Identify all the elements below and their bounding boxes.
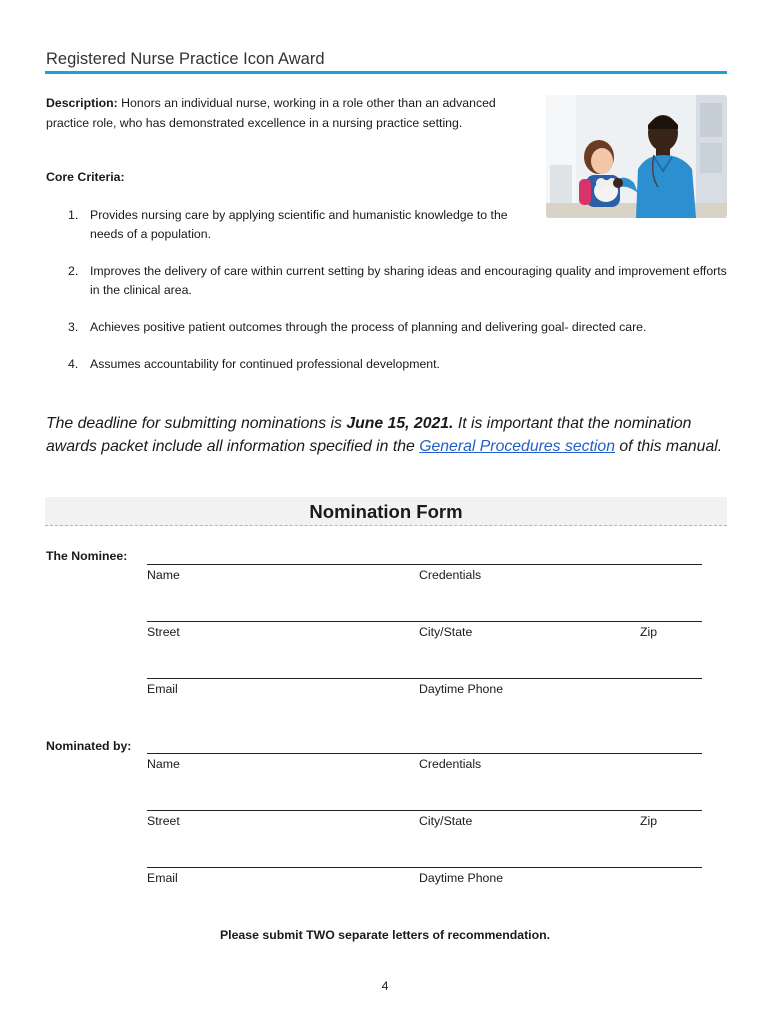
deadline-text-post: of this manual. xyxy=(615,437,723,455)
nominator-label: Nominated by: xyxy=(46,739,132,753)
recommendation-note: Please submit TWO separate letters of recommendation. xyxy=(219,928,551,942)
criteria-item xyxy=(46,355,736,374)
nominee-name-label: Name xyxy=(147,568,180,582)
description-label: Description: xyxy=(46,96,118,110)
nominator-phone-label: Daytime Phone xyxy=(419,871,504,885)
general-procedures-link[interactable]: General Procedures section xyxy=(419,437,615,455)
description-paragraph xyxy=(46,93,536,133)
nominator-address-line[interactable] xyxy=(147,810,702,811)
document-title: Registered Nurse Practice Icon Award xyxy=(46,50,325,68)
criteria-number: 1. xyxy=(68,208,79,222)
deadline-text-pre: The deadline for submitting nominations is xyxy=(46,415,347,432)
criteria-text: Achieves positive patient outcomes through the process of planning and delivering goal- directed care. xyxy=(90,320,647,334)
nominator-email-label: Email xyxy=(147,871,178,885)
criteria-item xyxy=(46,206,524,244)
criteria-item xyxy=(46,318,736,337)
core-criteria-label: Core Criteria: xyxy=(46,170,125,184)
nominator-name-label: Name xyxy=(147,757,180,771)
criteria-number: 4. xyxy=(68,357,79,371)
nominator-street-label: Street xyxy=(147,814,180,828)
nominee-street-label: Street xyxy=(147,625,180,639)
nominee-label: The Nominee: xyxy=(46,549,128,563)
page-number: 4 xyxy=(381,979,389,993)
nominee-contact-line[interactable] xyxy=(147,678,702,679)
criteria-text: Improves the delivery of care within current setting by sharing ideas and encouraging quality and improvement efforts in the clinical area. xyxy=(90,264,727,297)
nominee-zip-label: Zip xyxy=(640,625,658,639)
nominator-credentials-label: Credentials xyxy=(419,757,482,771)
deadline-paragraph xyxy=(46,413,736,458)
criteria-item xyxy=(46,262,736,300)
nominator-city-state-label: City/State xyxy=(419,814,473,828)
nurse-with-child-photo xyxy=(546,95,727,218)
description-text: Honors an individual nurse, working in a role other than an advanced practice role, who has demonstrated excellence in a nursing practice setting. xyxy=(46,96,496,130)
criteria-text: Provides nursing care by applying scientific and humanistic knowledge to the needs of a population. xyxy=(90,208,508,241)
nominator-zip-label: Zip xyxy=(640,814,658,828)
nominee-phone-label: Daytime Phone xyxy=(419,682,504,696)
nomination-form-heading: Nomination Form xyxy=(45,497,727,526)
criteria-number: 2. xyxy=(68,264,79,278)
nominee-city-state-label: City/State xyxy=(419,625,473,639)
title-underline xyxy=(45,71,727,74)
nominee-address-line[interactable] xyxy=(147,621,702,622)
nominee-name-line[interactable] xyxy=(147,564,702,565)
nominee-email-label: Email xyxy=(147,682,178,696)
nominee-credentials-label: Credentials xyxy=(419,568,482,582)
nominator-name-line[interactable] xyxy=(147,753,702,754)
criteria-number: 3. xyxy=(68,320,79,334)
deadline-date: June 15, 2021. xyxy=(346,415,454,432)
nominator-contact-line[interactable] xyxy=(147,867,702,868)
criteria-list xyxy=(46,206,736,392)
deadline-text-mid: It is important that the nomination awards packet include all information specified in the xyxy=(46,415,692,455)
criteria-text: Assumes accountability for continued professional development. xyxy=(90,357,440,371)
